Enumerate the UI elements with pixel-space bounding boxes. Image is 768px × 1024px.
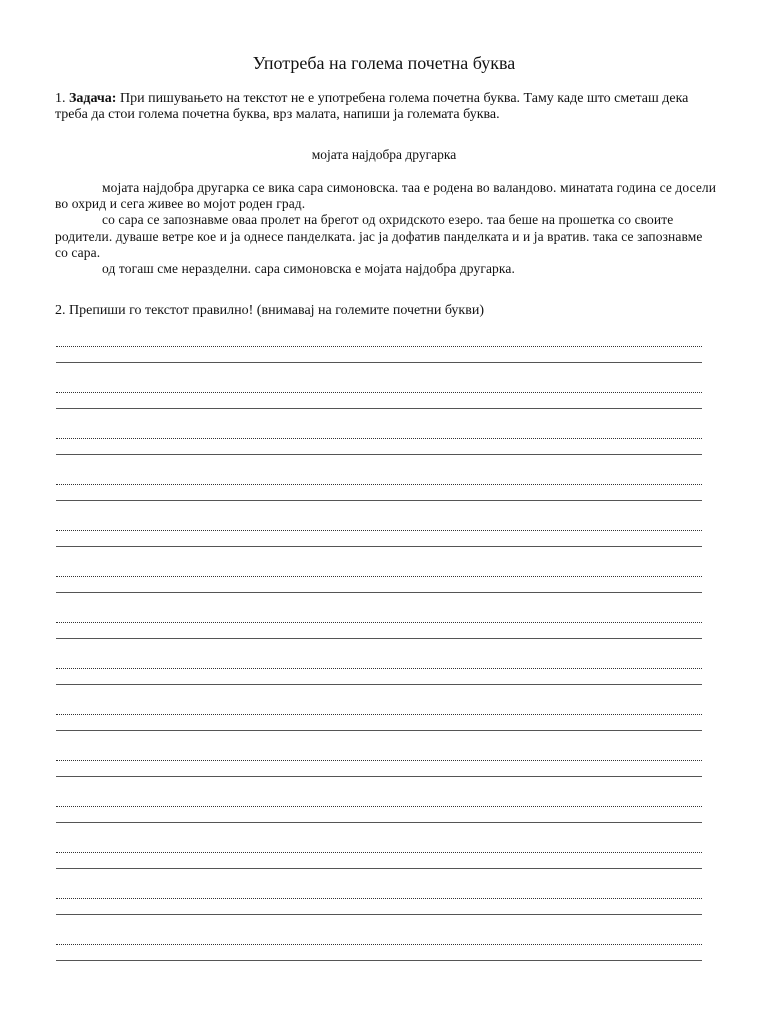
dotted-guide-line [56,346,702,347]
solid-base-line [56,960,702,961]
dotted-guide-line [56,760,702,761]
dotted-guide-line [56,438,702,439]
writing-line-pair[interactable] [56,714,702,732]
solid-base-line [56,914,702,915]
solid-base-line [56,730,702,731]
writing-line-pair[interactable] [56,668,702,686]
solid-base-line [56,546,702,547]
writing-line-pair[interactable] [56,392,702,410]
solid-base-line [56,592,702,593]
solid-base-line [56,822,702,823]
writing-line-pair[interactable] [56,760,702,778]
writing-line-pair[interactable] [56,576,702,594]
task-1-number: 1. [55,91,66,106]
dotted-guide-line [56,668,702,669]
story-title: мојата најдобра другарка [311,147,457,162]
writing-line-pair[interactable] [56,484,702,502]
story-paragraph-1: мојата најдобра другарка се вика сара симоновска. таа е родена во валандово. минатата година се досели во охрид и сега живее во мојот роден град. [55,180,717,212]
solid-base-line [56,638,702,639]
solid-base-line [56,684,702,685]
writing-line-pair[interactable] [56,530,702,548]
dotted-guide-line [56,484,702,485]
solid-base-line [56,868,702,869]
dotted-guide-line [56,530,702,531]
task-2-instruction: 2. Препиши го текстот правилно! (внимавај на големите почетни букви) [55,303,484,318]
dotted-guide-line [56,392,702,393]
solid-base-line [56,500,702,501]
dotted-guide-line [56,576,702,577]
task-1-text: При пишувањето на текстот не е употребена голема почетна буква. Таму каде што сметаш дека треба да стои голема почетна буква, врз малата, напиши ја големата буква. [55,91,689,122]
story-paragraph-3: од тогаш сме неразделни. сара симоновска е мојата најдобра другарка. [102,261,515,277]
writing-line-pair[interactable] [56,806,702,824]
dotted-guide-line [56,852,702,853]
dotted-guide-line [56,714,702,715]
solid-base-line [56,454,702,455]
solid-base-line [56,776,702,777]
solid-base-line [56,362,702,363]
story-paragraph-2: со сара се запознавме оваа пролет на брегот од охридското езеро. таа беше на прошетка со своите родители. дуваше ветре кое и ја однесе панделката. јас ја дофатив панделката и и ја вратив. така се запознавме со сара. [55,212,703,260]
dotted-guide-line [56,622,702,623]
writing-line-pair[interactable] [56,944,702,962]
task-1-label: Задача: [69,91,117,106]
dotted-guide-line [56,944,702,945]
writing-line-pair[interactable] [56,346,702,364]
writing-line-pair[interactable] [56,622,702,640]
dotted-guide-line [56,898,702,899]
solid-base-line [56,408,702,409]
writing-line-pair[interactable] [56,438,702,456]
writing-line-pair[interactable] [56,898,702,916]
dotted-guide-line [56,806,702,807]
writing-line-pair[interactable] [56,852,702,870]
page-title: Употреба на голема почетна буква [252,53,516,73]
